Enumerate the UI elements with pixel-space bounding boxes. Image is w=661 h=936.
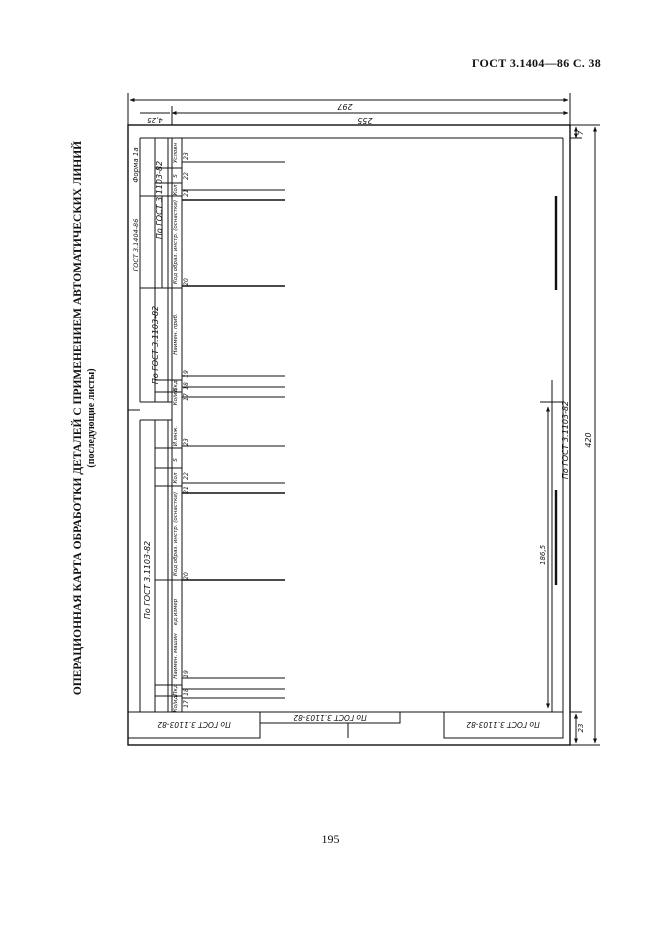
page-number: 195 [321, 832, 340, 846]
dim-425-label: 4,25 [147, 116, 163, 124]
ref-lower: По ГОСТ 3.1103-82 [143, 540, 152, 620]
dim-420-label: 420 [584, 432, 593, 448]
col-number-19-lower: 19 [183, 670, 190, 678]
gost-code: ГОСТ 3.1404-86 [132, 218, 140, 272]
col-header-kol-lower: Кол [173, 472, 179, 484]
col-number-21: 21 [183, 189, 190, 197]
dim-23-label: 23 [577, 723, 585, 733]
ref-upper-left: По ГОСТ 3.1103-82 [151, 305, 160, 385]
dim-186-5-label: 186,5 [539, 544, 547, 566]
dim-255-label: 255 [357, 116, 373, 125]
col-number-22: 22 [183, 172, 190, 180]
col-header-naimen-prib: Наимен. приб. [173, 313, 179, 355]
col-number-20-lower: 20 [183, 572, 190, 580]
col-header-pkd: Пкд [173, 380, 179, 392]
dim-7-label: 7 [577, 130, 585, 136]
col-number-17-lower: 17 [183, 700, 190, 708]
ref-right-strip: По ГОСТ 3.1103-82 [561, 400, 570, 480]
col-header-s-lower: S [173, 458, 179, 462]
ref-stamp-middle: По ГОСТ 3.1103-82 [293, 713, 367, 722]
col-header-kol: Кол [173, 184, 179, 196]
ref-stamp-left: По ГОСТ 3.1103-82 [157, 720, 231, 729]
dim-297-label: 297 [337, 102, 353, 111]
document-title: ОПЕРАЦИОННАЯ КАРТА ОБРАБОТКИ ДЕТАЛЕЙ С ПРИМЕНЕНИЕМ АВТОМАТИЧЕСКИХ ЛИНИЙ [72, 140, 84, 696]
col-number-17: 17 [183, 393, 190, 401]
col-number-22-lower: 22 [183, 472, 190, 480]
col-number-23-lower: 23 [183, 438, 190, 446]
col-header-kod-obraz: Код образ. инстр. (оснастки) [173, 199, 179, 285]
col-number-18-lower: 18 [183, 688, 190, 696]
col-number-23: 23 [183, 152, 190, 160]
page-header: ГОСТ 3.1404—86 С. 38 [471, 56, 601, 70]
col-number-20: 20 [183, 278, 190, 286]
col-header-naimen-mashin: Наимен. машин [173, 633, 179, 679]
col-header-kod-obraz-lower: Код образ. инстр. (оснастки) [173, 491, 179, 577]
col-number-19: 19 [183, 370, 190, 378]
form-label: Форма 1а [132, 147, 140, 183]
col-header-koid-lower: Ко/ид [173, 695, 179, 713]
col-number-18: 18 [183, 382, 190, 390]
ref-upper-right: По ГОСТ 3.1103-82 [155, 160, 164, 240]
col-header-pkd-lower: Пкд [173, 684, 179, 696]
ref-stamp-right: По ГОСТ 3.1103-82 [466, 720, 540, 729]
document-subtitle: (последующие листы) [86, 368, 97, 468]
col-header-koid: Ко/ид [173, 388, 179, 406]
col-header-iz-mnzh: И.мнж. [173, 425, 179, 447]
col-number-21-lower: 21 [183, 486, 190, 494]
col-header-uslovn: Условн [173, 142, 179, 164]
col-header-s: S [173, 174, 179, 178]
outer-frame [128, 125, 570, 745]
col-header-ed-izm: ед.измер [173, 598, 179, 626]
